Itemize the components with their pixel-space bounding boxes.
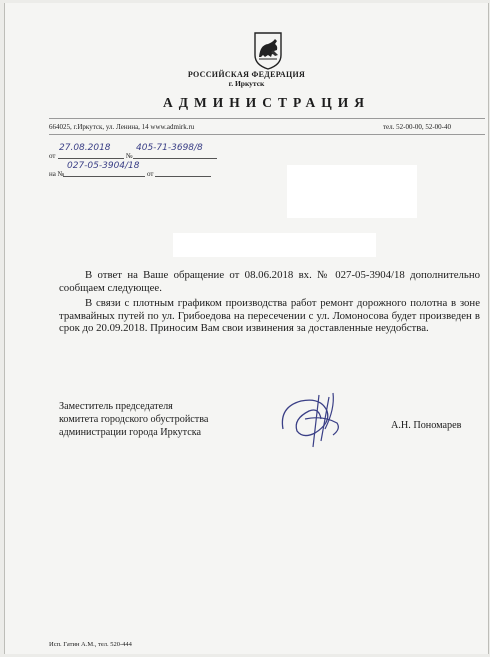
redacted-addressee	[287, 165, 417, 218]
number-blank-line	[133, 158, 217, 159]
reply-date-blank-line	[155, 176, 211, 177]
city-name: г. Иркутск	[228, 79, 265, 88]
irkutsk-coat-of-arms-icon	[251, 31, 285, 71]
letter-paragraph-2: В связи с плотным графиком производства работ ремонт дорожного полотна в зоне трамвайных путей по ул. Грибоедова на пересечении с ул. Ломоносова будет произведен в срок до 20.09.2018. Приносим Вам свои извинения за доставленные неудобства.	[59, 297, 480, 335]
reply-prefix: на №	[49, 170, 65, 178]
letter-paragraph-1: В ответ на Ваше обращение от 08.06.2018 вх. № 027-05-3904/18 дополнительно сообщаем следующее.	[59, 269, 480, 294]
header-top-rule	[49, 118, 485, 119]
address-line: 664025, г.Иркутск, ул. Ленина, 14 www.admirk.ru	[49, 123, 195, 131]
executor-note: Исп. Гатин А.М., тел. 520-444	[49, 641, 132, 648]
signer-name: А.Н. Пономарев	[391, 420, 462, 431]
letter-page	[4, 3, 489, 654]
federation-title: РОССИЙСКАЯ ФЕДЕРАЦИЯ	[187, 70, 306, 79]
reply-number-blank-line	[63, 176, 145, 177]
date-blank-line	[58, 158, 124, 159]
reply-from: от	[147, 170, 154, 178]
registration-date: 27.08.2018	[59, 143, 111, 153]
position-line-3: администрации города Иркутска	[59, 426, 202, 438]
number-prefix: №	[126, 152, 133, 160]
registration-number: 405-71-3698/8	[136, 143, 203, 153]
position-line-2: комитета городского обустройства	[59, 413, 209, 425]
phones-line: тел. 52-00-00, 52-00-40	[383, 123, 451, 131]
handwritten-signature-icon	[275, 389, 355, 451]
administration-title: АДМИНИСТРАЦИЯ	[163, 95, 371, 110]
header-bottom-rule	[49, 134, 485, 135]
position-line-1: Заместитель председателя	[59, 401, 173, 412]
from-prefix: от	[49, 152, 56, 160]
redacted-greeting	[173, 233, 376, 257]
reply-number: 027-05-3904/18	[67, 161, 140, 171]
signer-position	[59, 401, 208, 439]
